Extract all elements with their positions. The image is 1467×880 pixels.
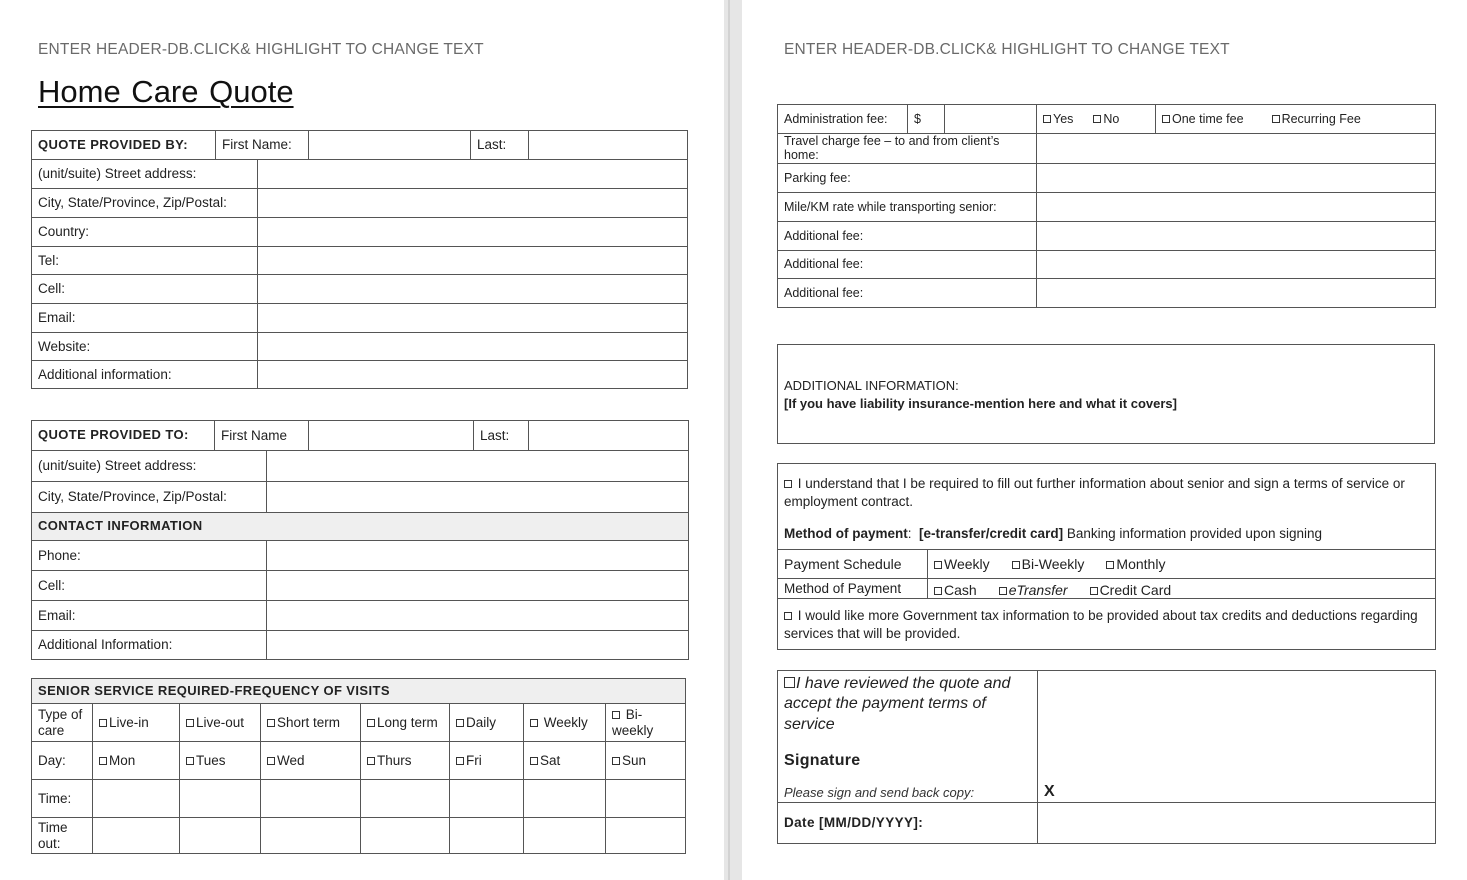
additional-fee-field[interactable] — [1037, 251, 1436, 279]
additional-fee-label: Additional fee: — [778, 279, 1037, 308]
fees-table — [777, 104, 1436, 308]
tel-label: Tel: — [32, 247, 258, 275]
yes-no-options[interactable]: Yes No — [1037, 105, 1156, 134]
additional-information-area[interactable] — [778, 345, 1435, 444]
to-last-name-label: Last: — [474, 421, 529, 451]
liability-insurance-note: [If you have liability insurance-mention here and what it covers] — [784, 395, 1177, 411]
understand-checkbox-line[interactable] — [784, 475, 1429, 511]
checkbox-icon[interactable] — [934, 587, 942, 595]
last-name-label: Last: — [471, 131, 529, 160]
admin-fee-field[interactable] — [945, 105, 1037, 134]
checkbox-icon[interactable] — [612, 711, 620, 719]
to-city-label: City, State/Province, Zip/Postal: — [32, 482, 267, 513]
checkbox-icon[interactable] — [1272, 115, 1280, 123]
phone-label: Phone: — [32, 541, 267, 571]
time-cell[interactable] — [450, 780, 524, 818]
day-thurs[interactable]: Thurs — [361, 742, 450, 780]
additional-fee-label: Additional fee: — [778, 222, 1037, 251]
time-out-cell[interactable] — [180, 818, 261, 854]
to-cell-field[interactable] — [267, 571, 689, 601]
payment-schedule-label: Payment Schedule — [778, 550, 928, 579]
checkbox-icon[interactable] — [456, 719, 464, 727]
day-fri[interactable]: Fri — [450, 742, 524, 780]
senior-service-heading: SENIOR SERVICE REQUIRED-FREQUENCY OF VISITS — [32, 679, 686, 704]
checkbox-icon[interactable] — [999, 587, 1007, 595]
checkbox-icon[interactable] — [99, 719, 107, 727]
page-right — [742, 0, 1467, 880]
cell-label: Cell: — [32, 275, 258, 304]
mile-rate-field[interactable] — [1037, 193, 1436, 222]
to-email-field[interactable] — [267, 601, 689, 631]
additional-fee-field[interactable] — [1037, 222, 1436, 251]
checkbox-icon[interactable] — [186, 757, 194, 765]
to-additional-info-field[interactable] — [267, 631, 689, 660]
live-out-option[interactable]: Live-out — [180, 704, 261, 742]
to-first-name-label: First Name — [215, 421, 309, 451]
document-title[interactable]: Home Care Quote — [38, 74, 294, 109]
admin-fee-label: Administration fee: — [778, 105, 908, 134]
country-label: Country: — [32, 218, 258, 247]
quote-provided-by-table — [31, 130, 688, 389]
city-field[interactable] — [258, 189, 688, 218]
mile-rate-label: Mile/KM rate while transporting senior: — [778, 193, 1037, 222]
to-email-label: Email: — [32, 601, 267, 631]
date-field[interactable] — [1038, 803, 1436, 844]
checkbox-icon[interactable] — [1162, 115, 1170, 123]
street-address-field[interactable] — [258, 160, 688, 189]
website-field[interactable] — [258, 333, 688, 361]
agreement-cell — [778, 464, 1436, 550]
sign-note: Please sign and send back copy: — [784, 784, 975, 800]
day-label: Day: — [32, 742, 93, 780]
signature-table — [777, 670, 1436, 844]
signature-label: Signature — [784, 752, 861, 770]
street-address-label: (unit/suite) Street address: — [32, 160, 258, 189]
travel-fee-field[interactable] — [1037, 134, 1436, 164]
header-placeholder[interactable]: ENTER HEADER-DB.CLICK& HIGHLIGHT TO CHANGE TEXT — [38, 41, 484, 58]
additional-information-label: ADDITIONAL INFORMATION: — [784, 377, 959, 393]
agreement-table — [777, 463, 1436, 650]
time-cell[interactable] — [524, 780, 606, 818]
checkbox-icon[interactable] — [784, 480, 792, 488]
day-sat[interactable]: Sat — [524, 742, 606, 780]
date-label: Date [MM/DD/YYYY]: — [778, 803, 1038, 844]
checkbox-icon[interactable] — [530, 757, 538, 765]
time-out-cell[interactable] — [450, 818, 524, 854]
admin-fee-currency: $ — [908, 105, 945, 134]
long-term-option[interactable]: Long term — [361, 704, 450, 742]
fee-type-options[interactable]: One time fee Recurring Fee — [1156, 105, 1436, 134]
email-label: Email: — [32, 304, 258, 333]
time-out-cell[interactable] — [261, 818, 361, 854]
country-field[interactable] — [258, 218, 688, 247]
checkbox-icon[interactable] — [1090, 587, 1098, 595]
daily-option[interactable]: Daily — [450, 704, 524, 742]
understand-text: I understand that I be required to fill out further information about senior and sign a terms of service or employment contract. — [784, 475, 1405, 509]
to-first-name-field[interactable] — [309, 421, 474, 451]
day-tues[interactable]: Tues — [180, 742, 261, 780]
checkbox-icon[interactable] — [1093, 115, 1101, 123]
bi-weekly-option[interactable]: Bi-weekly — [606, 704, 686, 742]
checkbox-icon[interactable] — [186, 719, 194, 727]
checkbox-icon[interactable] — [1012, 561, 1020, 569]
header-placeholder-right[interactable]: ENTER HEADER-DB.CLICK& HIGHLIGHT TO CHANGE TEXT — [784, 41, 1230, 58]
cell-field[interactable] — [258, 275, 688, 304]
to-street-address-field[interactable] — [267, 451, 689, 482]
payment-method-label: Method of Payment — [778, 579, 928, 599]
to-last-name-field[interactable] — [529, 421, 689, 451]
page-left — [0, 0, 724, 880]
time-cell[interactable] — [180, 780, 261, 818]
provided-to-heading: QUOTE PROVIDED TO: — [32, 421, 215, 451]
checkbox-icon[interactable] — [934, 561, 942, 569]
provided-by-heading: QUOTE PROVIDED BY: — [32, 131, 216, 160]
time-cell[interactable] — [93, 780, 180, 818]
time-out-cell[interactable] — [361, 818, 450, 854]
method-of-payment-line: Method of payment: [e-transfer/credit card] Banking information provided upon signing — [784, 525, 1322, 541]
checkbox-icon[interactable] — [784, 612, 792, 620]
time-cell[interactable] — [606, 780, 686, 818]
email-field[interactable] — [258, 304, 688, 333]
checkbox-icon[interactable] — [612, 757, 620, 765]
parking-fee-label: Parking fee: — [778, 164, 1037, 193]
phone-field[interactable] — [267, 541, 689, 571]
weekly-option[interactable]: Weekly — [524, 704, 606, 742]
website-label: Website: — [32, 333, 258, 361]
tel-field[interactable] — [258, 247, 688, 275]
city-label: City, State/Province, Zip/Postal: — [32, 189, 258, 218]
day-mon[interactable]: Mon — [93, 742, 180, 780]
payment-method-options[interactable]: Cash eTransfer Credit Card — [928, 579, 1436, 599]
type-of-care-label: Type of care — [32, 704, 93, 742]
checkbox-icon[interactable] — [99, 757, 107, 765]
to-additional-info-label: Additional Information: — [32, 631, 267, 660]
time-cell[interactable] — [261, 780, 361, 818]
checkbox-icon[interactable] — [456, 757, 464, 765]
time-out-label: Time out: — [32, 818, 93, 854]
time-out-cell[interactable] — [606, 818, 686, 854]
to-cell-label: Cell: — [32, 571, 267, 601]
signature-x-mark: X — [1044, 782, 1055, 800]
page-gutter — [724, 0, 742, 880]
tax-info-text: I would like more Government tax information to be provided about tax credits and deductions regarding services that will be provided. — [784, 607, 1418, 642]
short-term-option[interactable]: Short term — [261, 704, 361, 742]
first-name-label: First Name: — [216, 131, 309, 160]
additional-information-box — [777, 344, 1435, 444]
to-city-field[interactable] — [267, 482, 689, 513]
tax-info-checkbox-line[interactable] — [778, 599, 1436, 650]
checkbox-icon[interactable] — [1106, 561, 1114, 569]
checkbox-icon[interactable] — [267, 719, 275, 727]
travel-fee-label: Travel charge fee – to and from client’s home: — [778, 134, 1037, 164]
checkbox-icon[interactable] — [367, 757, 375, 765]
live-in-option[interactable]: Live-in — [93, 704, 180, 742]
senior-service-table — [31, 678, 686, 854]
payment-schedule-options[interactable]: Weekly Bi-Weekly Monthly — [928, 550, 1436, 579]
to-street-address-label: (unit/suite) Street address: — [32, 451, 267, 482]
additional-info-field[interactable] — [258, 361, 688, 389]
additional-fee-label: Additional fee: — [778, 251, 1037, 279]
checkbox-icon[interactable] — [530, 719, 538, 727]
review-acceptance-line[interactable]: I have reviewed the quote and accept the payment terms of service — [784, 675, 1011, 733]
additional-info-label: Additional information: — [32, 361, 258, 389]
day-sun[interactable]: Sun — [606, 742, 686, 780]
checkbox-icon[interactable] — [784, 677, 795, 688]
parking-fee-field[interactable] — [1037, 164, 1436, 193]
signature-field[interactable] — [1038, 671, 1436, 803]
checkbox-icon[interactable] — [367, 719, 375, 727]
contact-info-heading: CONTACT INFORMATION — [32, 513, 689, 541]
last-name-field[interactable] — [529, 131, 688, 160]
quote-provided-to-table — [31, 420, 689, 660]
time-cell[interactable] — [361, 780, 450, 818]
time-out-cell[interactable] — [524, 818, 606, 854]
first-name-field[interactable] — [309, 131, 471, 160]
review-acceptance-cell — [778, 671, 1038, 803]
checkbox-icon[interactable] — [1043, 115, 1051, 123]
time-label: Time: — [32, 780, 93, 818]
additional-fee-field[interactable] — [1037, 279, 1436, 308]
day-wed[interactable]: Wed — [261, 742, 361, 780]
time-out-cell[interactable] — [93, 818, 180, 854]
checkbox-icon[interactable] — [267, 757, 275, 765]
